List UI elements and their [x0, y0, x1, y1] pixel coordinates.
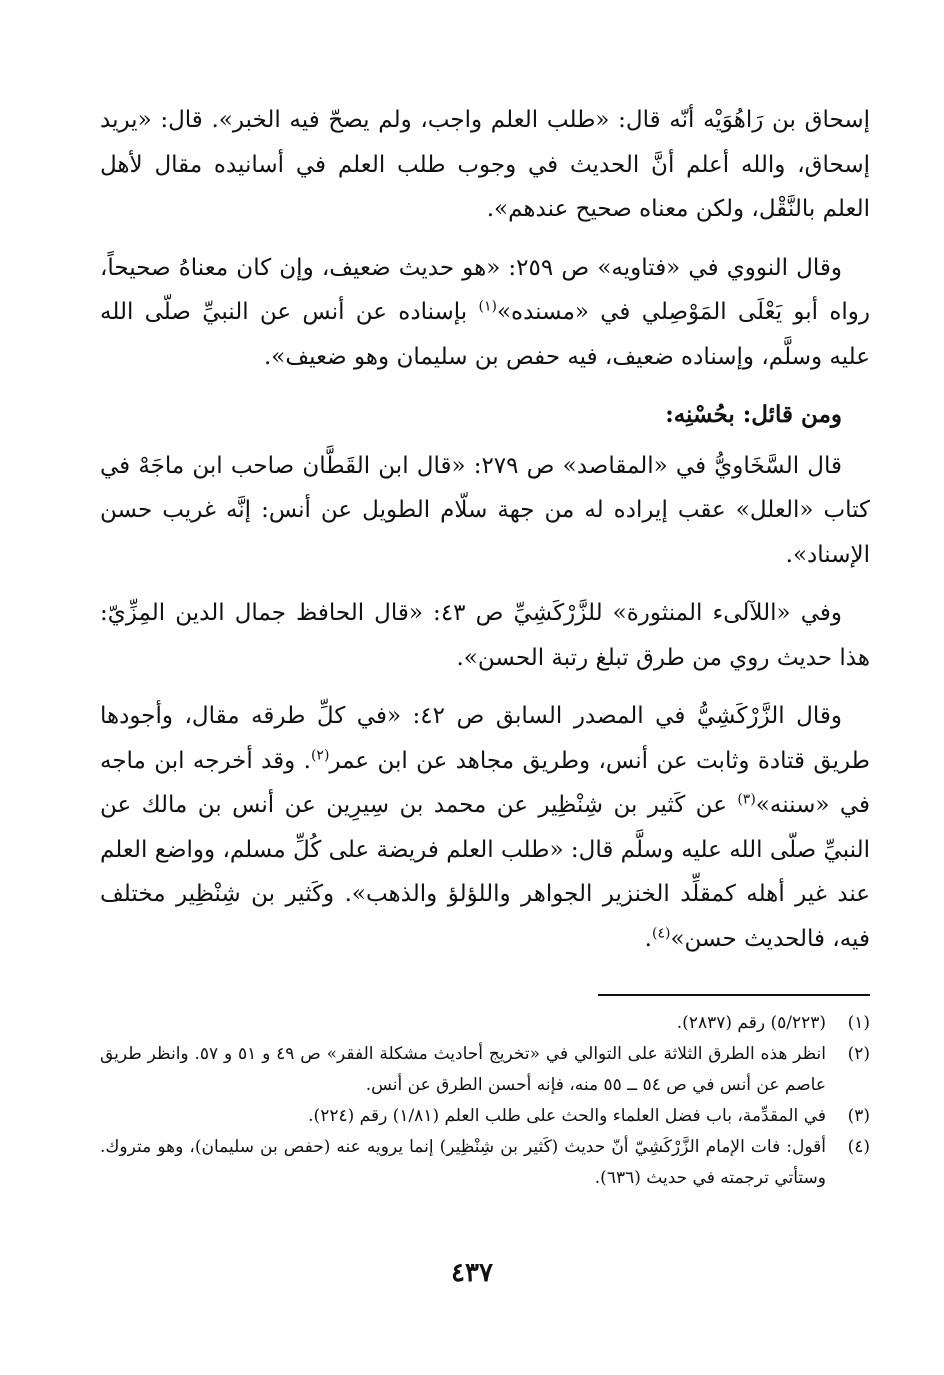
paragraph-text: قال السَّخَاويُّ في «المقاصد» ص ٢٧٩: «قال ابن القَطَّان صاحب ابن ماجَهْ في كتاب «العلل» عقب إيراده له من جهة سلّام الطويل عن أنس: إنَّه غريب حسن الإسناد». [100, 452, 870, 568]
footnote-item [100, 1101, 870, 1132]
paragraph-text: . [644, 925, 652, 952]
footnote-divider [598, 994, 870, 996]
section-heading: ومن قائل: بحُسْنِه: [665, 401, 842, 428]
paragraph-nawawi [100, 246, 870, 380]
footnote-item [100, 1008, 870, 1039]
paragraph-sakhawi [100, 444, 870, 578]
paragraph-text: وقال النووي في «فتاويه» ص ٢٥٩: «هو حديث ضعيف، وإن كان معناهُ صحيحاً، رواه أبو يَعْلَى المَوْصِلي في «مسنده» [100, 254, 870, 325]
footnote-number: (٤) [847, 1137, 870, 1157]
footnote-number: (٣) [847, 1106, 870, 1126]
paragraph-ishaq [100, 98, 870, 232]
footnote-text: (٥/٢٢٣) رقم (٢٨٣٧). [676, 1013, 826, 1033]
paragraph-text: إسحاق بن رَاهُوَيْه أنّه قال: «طلب العلم واجب، ولم يصحّ فيه الخبر». قال: «يريد إسحاق، والله أعلم أنَّ الحديث في وجوب طلب العلم في أسانيده مقال لأهل العلم بالنَّقْل، ولكن معناه صحيح عندهم». [100, 107, 870, 222]
footnote-ref: (٢) [310, 746, 330, 763]
footnote-ref: (٣) [737, 791, 756, 808]
footnote-number: (١) [847, 1013, 870, 1033]
paragraph-zarkashi [100, 694, 870, 961]
footnote-item [100, 1039, 870, 1101]
paragraph-text: وقال الزَّرْكَشِيُّ في المصدر السابق ص ٤٢: «في كلِّ طرقه مقال، وأجودها طريق قتادة وثابت عن أنس، وطريق مجاهد عن ابن عمر [100, 703, 870, 774]
paragraph-text: . وقد أخرجه ابن ماجه في «سننه» [100, 747, 870, 818]
footnote-ref: (٤) [651, 924, 671, 941]
footnote-item [100, 1132, 870, 1194]
footnote-text: في المقدِّمة، باب فضل العلماء والحث على طلب العلم (١/٨١) رقم (٢٢٤). [308, 1106, 826, 1126]
footnote-ref: (١) [478, 298, 497, 315]
footnote-text: أقول: فات الإمام الزَّرْكَشِيّ أنّ حديث (كَثير بن شِنْظِير) إنما يرويه عنه (حفص بن سليمان)، وهو متروك. وستأتي ترجمته في حديث (٦٣٦). [100, 1137, 826, 1188]
footnote-text: انظر هذه الطرق الثلاثة على التوالي في «تخريج أحاديث مشكلة الفقر» ص ٤٩ و ٥١ و ٥٧. وانظر طريق عاصم عن أنس في ص ٥٤ ــ ٥٥ منه، فإنه أحسن الطرق عن أنس. [100, 1044, 826, 1095]
paragraph-text: وفي «اللآلىء المنثورة» للزَّرْكَشِيِّ ص ٤٣: «قال الحافظ جمال الدين المِزِّيّ: هذا حديث روي من طرق تبلغ رتبة الحسن». [100, 600, 870, 671]
paragraph-text: بإسناده عن أنس عن النبيِّ صلّى الله عليه وسلَّم، وإسناده ضعيف، فيه حفص بن سليمان وهو ضعيف». [100, 299, 870, 370]
main-text [100, 98, 870, 975]
footnote-number: (٢) [847, 1044, 870, 1064]
page-number: ٤٣٧ [451, 1258, 493, 1288]
paragraph-lalai [100, 591, 870, 680]
footnotes [100, 1008, 870, 1194]
paragraph-text: عن كَثير بن شِنْظِير عن محمد بن سِيرِين عن أنس بن مالك عن النبيِّ صلّى الله عليه وسلَّم قال: «طلب العلم فريضة على كُلِّ مسلم، وواضع العلم عند غير أهله كمقلِّد الخنزير الجواهر واللؤلؤ والذهب». وكَثير بن شِنْظِير مختلف فيه، فالحديث حسن» [100, 792, 870, 952]
